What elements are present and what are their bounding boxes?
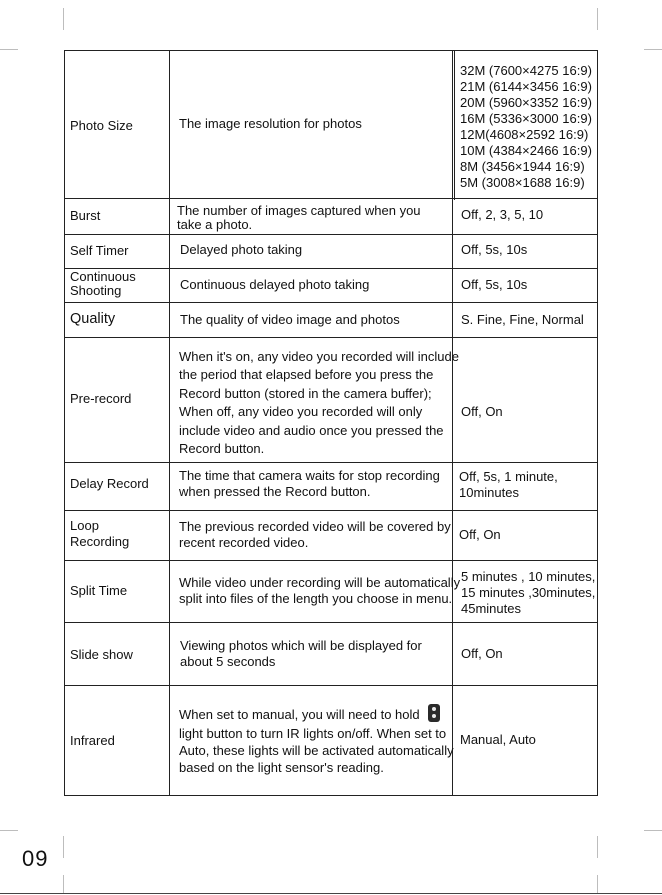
description-line: about 5 seconds: [180, 654, 276, 669]
row-description-infrared: [179, 706, 454, 776]
row-description-self-timer: Delayed photo taking: [180, 242, 303, 257]
crop-mark-bottom-right-2: [597, 875, 598, 893]
option-line: 5M (3008×1688 16:9): [460, 175, 585, 190]
row-description-loop-recording: [179, 519, 451, 551]
description-line: the period that elapsed before you press the: [179, 367, 434, 383]
row-description-slide-show: [180, 638, 422, 670]
row-description-burst: [177, 204, 421, 232]
option-line: Off, 5s, 1 minute,: [459, 469, 558, 484]
row-name-slide-show: Slide show: [70, 647, 133, 662]
row-divider: [64, 234, 598, 235]
row-options-self-timer: Off, 5s, 10s: [461, 242, 528, 257]
row-description-photo-size: The image resolution for photos: [179, 116, 362, 131]
crop-mark-left-bottom: [0, 830, 18, 831]
row-options-split-time: [461, 569, 595, 617]
row-divider: [64, 560, 598, 561]
row-name-burst: Burst: [70, 208, 101, 223]
description-line: take a photo.: [177, 217, 253, 232]
crop-mark-bottom-left: [63, 836, 64, 858]
column-divider-options-outer: [454, 50, 455, 200]
description-line: While video under recording will be automatically: [179, 575, 461, 590]
row-options-continuous-shooting: Off, 5s, 10s: [461, 277, 528, 292]
description-line: When it's on, any video you recorded will include: [179, 349, 459, 364]
row-description-continuous-shooting: Continuous delayed photo taking: [180, 277, 370, 292]
row-options-photo-size: [460, 63, 592, 191]
description-line: split into files of the length you choose in menu.: [179, 591, 453, 606]
row-divider: [64, 510, 598, 511]
row-name-infrared: Infrared: [70, 733, 115, 748]
row-name-split-time: Split Time: [70, 583, 128, 598]
row-divider: [64, 337, 598, 338]
crop-mark-top-right: [597, 8, 598, 30]
description-text: When set to manual, you will need to hold: [179, 707, 420, 722]
description-line: recent recorded video.: [179, 535, 309, 550]
description-line: Record button (stored in the camera buffer);: [179, 385, 432, 401]
row-divider: [64, 462, 598, 463]
name-line: Shooting: [70, 283, 122, 298]
option-line: 8M (3456×1944 16:9): [460, 159, 585, 174]
name-line: Continuous: [70, 269, 136, 284]
name-line: Loop: [70, 518, 99, 533]
option-line: 5 minutes , 10 minutes,: [461, 569, 596, 584]
crop-mark-left-top: [0, 49, 18, 50]
row-options-delay-record: [459, 469, 558, 501]
description-line: include video and audio once you pressed the: [179, 422, 444, 438]
page-number: 09: [22, 846, 49, 871]
row-divider: [64, 622, 598, 623]
option-line: 16M (5336×3000 16:9): [460, 111, 592, 126]
row-divider: [64, 268, 598, 269]
row-name-pre-record: Pre-record: [70, 391, 132, 406]
description-line: Viewing photos which will be displayed for: [180, 638, 422, 653]
description-line: The number of images captured when you: [177, 203, 421, 218]
row-divider: [64, 302, 598, 303]
crop-mark-bottom-left-2: [63, 875, 64, 893]
name-line: Recording: [70, 534, 130, 549]
description-line: [179, 706, 454, 725]
row-options-pre-record: Off, On: [461, 404, 503, 419]
bottom-rule: [0, 893, 662, 894]
crop-mark-right-bottom: [644, 830, 662, 831]
row-options-loop-recording: Off, On: [459, 527, 501, 542]
description-line: when pressed the Record button.: [179, 484, 371, 499]
row-name-loop-recording: [70, 518, 129, 550]
row-options-burst: Off, 2, 3, 5, 10: [461, 207, 544, 222]
description-line: The time that camera waits for stop recording: [179, 468, 440, 483]
description-line: Auto, these lights will be activated automatically: [179, 742, 454, 758]
option-line: 45minutes: [461, 601, 521, 616]
row-options-slide-show: Off, On: [461, 646, 503, 661]
option-line: 12M(4608×2592 16:9): [460, 127, 589, 142]
row-description-pre-record: [179, 348, 459, 458]
description-line: light button to turn IR lights on/off. When set to: [179, 725, 447, 741]
description-line: based on the light sensor's reading.: [179, 759, 384, 775]
row-options-quality: S. Fine, Fine, Normal: [461, 312, 584, 327]
row-options-infrared: Manual, Auto: [460, 732, 536, 747]
row-divider: [64, 198, 598, 199]
description-line: When off, any video you recorded will only: [179, 404, 423, 420]
crop-mark-right-top: [644, 49, 662, 50]
row-name-continuous-shooting: [70, 270, 136, 298]
remote-control-icon: [428, 704, 440, 722]
row-description-quality: The quality of video image and photos: [180, 312, 400, 327]
option-line: 15 minutes ,30minutes,: [461, 585, 596, 600]
crop-mark-bottom-right: [597, 836, 598, 858]
row-name-delay-record: Delay Record: [70, 476, 149, 491]
row-name-self-timer: Self Timer: [70, 243, 129, 258]
row-name-quality: Quality: [70, 311, 116, 327]
option-line: 10minutes: [459, 485, 519, 500]
row-divider: [64, 685, 598, 686]
row-description-split-time: [179, 575, 460, 607]
description-line: Record button.: [179, 441, 265, 457]
option-line: 20M (5960×3352 16:9): [460, 95, 592, 110]
option-line: 10M (4384×2466 16:9): [460, 143, 592, 158]
crop-mark-top-left: [63, 8, 64, 30]
description-line: The previous recorded video will be covered by: [179, 519, 451, 534]
option-line: 21M (6144×3456 16:9): [460, 79, 592, 94]
option-line: 32M (7600×4275 16:9): [460, 63, 592, 78]
row-description-delay-record: [179, 468, 440, 500]
row-name-photo-size: Photo Size: [70, 118, 133, 133]
